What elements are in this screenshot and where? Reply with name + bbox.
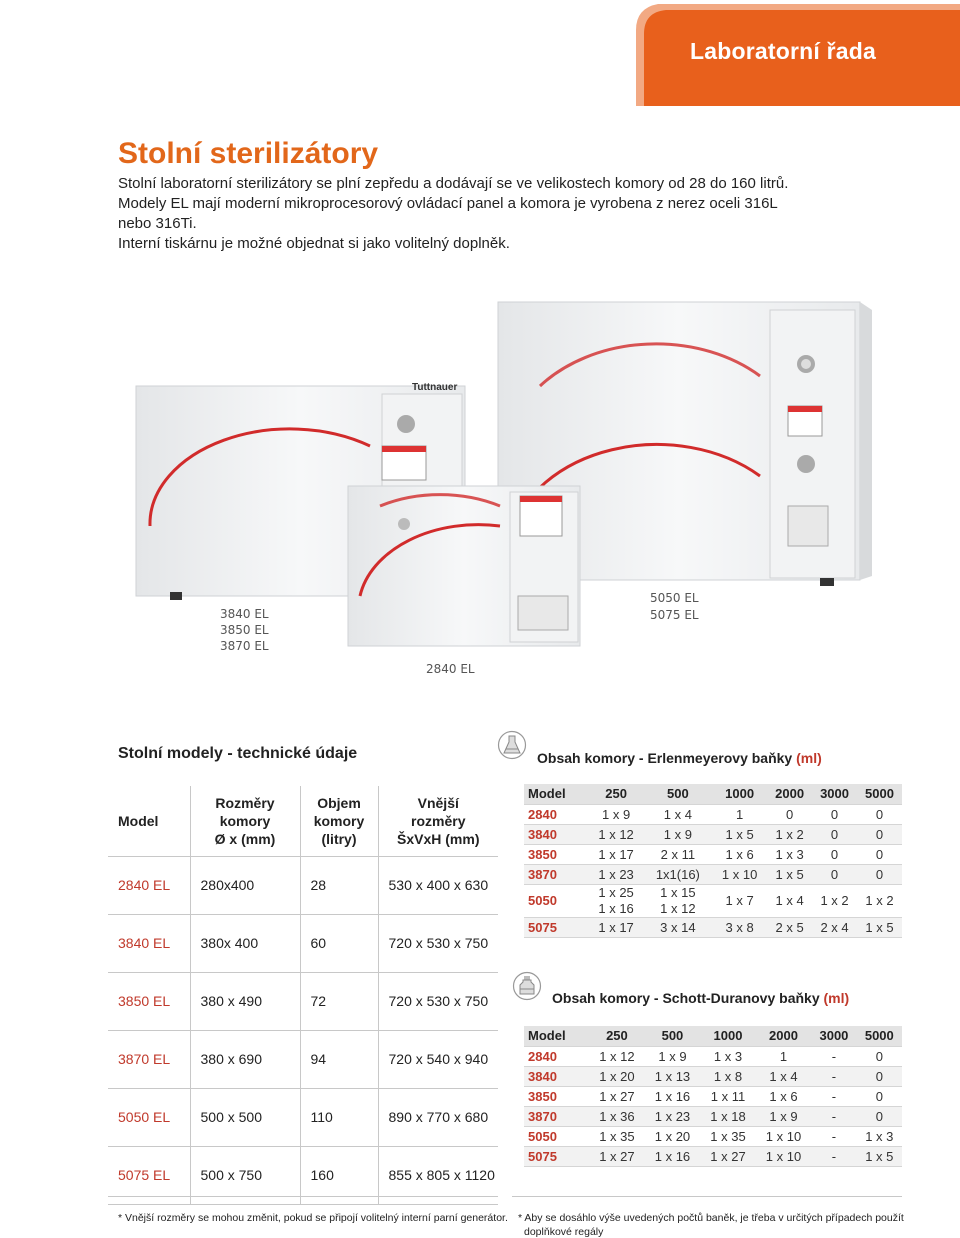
erlenmeyer-flask-icon bbox=[497, 730, 527, 760]
erlenmeyer-row bbox=[524, 844, 902, 864]
erlenmeyer-model-cell: 3870 bbox=[524, 864, 589, 884]
footnote-line: doplňkové regály bbox=[524, 1226, 604, 1238]
erlenmeyer-cell: 1 x 5 bbox=[857, 917, 902, 937]
erlenmeyer-cell-line: 1 x 16 bbox=[598, 900, 634, 916]
schott-cell: 0 bbox=[857, 1086, 902, 1106]
spec-cell: 72 bbox=[300, 972, 378, 1030]
spec-cell: 500 x 500 bbox=[190, 1088, 300, 1146]
schott-cell: 1 x 27 bbox=[589, 1146, 645, 1166]
schott-cell: 1 x 3 bbox=[700, 1046, 756, 1066]
spec-cell: 94 bbox=[300, 1030, 378, 1088]
erlenmeyer-cell-line: 1 x 15 bbox=[660, 884, 696, 900]
erlenmeyer-col-header: 3000 bbox=[812, 784, 857, 804]
schott-cell: 1 x 27 bbox=[589, 1086, 645, 1106]
spec-table bbox=[108, 786, 498, 1205]
model-label: 3850 EL bbox=[220, 623, 269, 637]
erlenmeyer-col-header: 1000 bbox=[712, 784, 767, 804]
schott-cell: 1 x 36 bbox=[589, 1106, 645, 1126]
erlenmeyer-cell: 1 x 9 bbox=[589, 804, 644, 824]
erlenmeyer-col-header: 250 bbox=[589, 784, 644, 804]
erlenmeyer-cell: 2 x 11 bbox=[644, 844, 712, 864]
schott-cell: - bbox=[811, 1086, 856, 1106]
schott-cell: 1 x 10 bbox=[756, 1126, 812, 1146]
banner-title: Laboratorní řada bbox=[690, 38, 876, 64]
spec-cell: 110 bbox=[300, 1088, 378, 1146]
erlenmeyer-col-header: 2000 bbox=[767, 784, 812, 804]
erlenmeyer-cell: 1 x 23 bbox=[589, 864, 644, 884]
spec-row bbox=[108, 914, 498, 972]
spec-model-cell: 5050 EL bbox=[108, 1088, 190, 1146]
erlenmeyer-cell bbox=[589, 884, 644, 917]
schott-cell: - bbox=[811, 1106, 856, 1126]
erlenmeyer-table bbox=[524, 784, 902, 938]
erlenmeyer-cell: 1 x 7 bbox=[712, 884, 767, 917]
erlenmeyer-cell: 0 bbox=[812, 864, 857, 884]
erlenmeyer-cell: 3 x 14 bbox=[644, 917, 712, 937]
schott-model-cell: 5075 bbox=[524, 1146, 589, 1166]
schott-cell: 1 x 16 bbox=[645, 1086, 701, 1106]
spec-row bbox=[108, 1030, 498, 1088]
schott-heading-text: Obsah komory - Schott-Duranovy baňky bbox=[552, 990, 820, 1006]
schott-cell: 0 bbox=[857, 1066, 902, 1086]
schott-model-cell: 5050 bbox=[524, 1126, 589, 1146]
model-label: 3840 EL bbox=[220, 607, 269, 621]
erlenmeyer-cell: 1 x 4 bbox=[767, 884, 812, 917]
erlenmeyer-model-cell: 2840 bbox=[524, 804, 589, 824]
schott-col-header: 1000 bbox=[700, 1026, 756, 1046]
page-title: Stolní sterilizátory bbox=[118, 137, 379, 170]
erlenmeyer-heading bbox=[537, 750, 822, 766]
schott-cell: - bbox=[811, 1046, 856, 1066]
spec-cell: 160 bbox=[300, 1146, 378, 1204]
erlenmeyer-cell: 0 bbox=[857, 844, 902, 864]
schott-cell: 1 x 12 bbox=[589, 1046, 645, 1066]
schott-cell: 1 x 11 bbox=[700, 1086, 756, 1106]
schott-col-header: 2000 bbox=[756, 1026, 812, 1046]
spec-row bbox=[108, 1088, 498, 1146]
schott-cell: 1 x 6 bbox=[756, 1086, 812, 1106]
erlenmeyer-cell: 1 x 3 bbox=[767, 844, 812, 864]
schott-unit: (ml) bbox=[823, 990, 850, 1006]
erlenmeyer-cell: 1 x 6 bbox=[712, 844, 767, 864]
erlenmeyer-header-row bbox=[524, 784, 902, 804]
intro-text bbox=[118, 174, 898, 254]
erlenmeyer-col-header: 500 bbox=[644, 784, 712, 804]
erlenmeyer-cell: 1 x 12 bbox=[589, 824, 644, 844]
schott-header-row bbox=[524, 1026, 902, 1046]
schott-col-header: Model bbox=[524, 1026, 589, 1046]
spec-header-row bbox=[108, 786, 498, 856]
model-labels-right bbox=[650, 590, 699, 624]
schott-cell: 1 bbox=[756, 1046, 812, 1066]
intro-line: Stolní laboratorní sterilizátory se plní zepředu a dodávají se ve velikostech komory od 28 do 160 litrů. bbox=[118, 175, 789, 192]
erlenmeyer-cell: 1 x 17 bbox=[589, 844, 644, 864]
spec-cell: 530 x 400 x 630 bbox=[378, 856, 498, 914]
erlenmeyer-cell: 0 bbox=[767, 804, 812, 824]
erlenmeyer-cell: 2 x 4 bbox=[812, 917, 857, 937]
schott-cell: - bbox=[811, 1126, 856, 1146]
spec-col-header: Rozměry komory Ø x (mm) bbox=[190, 786, 300, 856]
spec-cell: 720 x 530 x 750 bbox=[378, 972, 498, 1030]
erlenmeyer-cell: 0 bbox=[857, 824, 902, 844]
erlenmeyer-row bbox=[524, 804, 902, 824]
spec-model-cell: 2840 EL bbox=[108, 856, 190, 914]
intro-line: Modely EL mají moderní mikroprocesorový ovládací panel a komora je vyrobena z nerez oceli 316L bbox=[118, 195, 778, 212]
model-label: 3870 EL bbox=[220, 639, 269, 653]
schott-cell: 1 x 10 bbox=[756, 1146, 812, 1166]
schott-col-header: 3000 bbox=[811, 1026, 856, 1046]
schott-cell: 1 x 20 bbox=[589, 1066, 645, 1086]
erlenmeyer-cell: 0 bbox=[812, 804, 857, 824]
erlenmeyer-heading-text: Obsah komory - Erlenmeyerovy baňky bbox=[537, 750, 793, 766]
schott-cell: 0 bbox=[857, 1106, 902, 1126]
spec-col-header: Vnější rozměry ŠxVxH (mm) bbox=[378, 786, 498, 856]
footnote-line: * Aby se dosáhlo výše uvedených počtů baněk, je třeba v určitých případech použít bbox=[518, 1212, 904, 1224]
erlenmeyer-cell bbox=[644, 884, 712, 917]
erlenmeyer-cell: 1 x 2 bbox=[857, 884, 902, 917]
schott-model-cell: 2840 bbox=[524, 1046, 589, 1066]
schott-col-header: 500 bbox=[645, 1026, 701, 1046]
schott-cell: 1 x 9 bbox=[645, 1046, 701, 1066]
erlenmeyer-model-cell: 3840 bbox=[524, 824, 589, 844]
erlenmeyer-cell: 1 x 5 bbox=[712, 824, 767, 844]
erlenmeyer-cell: 0 bbox=[857, 864, 902, 884]
schott-heading bbox=[552, 990, 849, 1006]
erlenmeyer-cell-line: 1 x 25 bbox=[598, 884, 634, 900]
schott-row bbox=[524, 1086, 902, 1106]
small-sterilizer bbox=[348, 486, 580, 646]
spec-cell: 720 x 530 x 750 bbox=[378, 914, 498, 972]
spec-cell: 280x400 bbox=[190, 856, 300, 914]
spec-cell: 380x 400 bbox=[190, 914, 300, 972]
schott-model-cell: 3850 bbox=[524, 1086, 589, 1106]
erlenmeyer-cell: 3 x 8 bbox=[712, 917, 767, 937]
schott-cell: 1 x 16 bbox=[645, 1146, 701, 1166]
model-labels-left bbox=[220, 606, 269, 654]
schott-cell: 1 x 23 bbox=[645, 1106, 701, 1126]
schott-row bbox=[524, 1066, 902, 1086]
schott-cell: 1 x 5 bbox=[857, 1146, 902, 1166]
erlenmeyer-cell: 1 x 10 bbox=[712, 864, 767, 884]
schott-cell: - bbox=[811, 1066, 856, 1086]
schott-cell: 1 x 4 bbox=[756, 1066, 812, 1086]
erlenmeyer-cell: 1 x 2 bbox=[812, 884, 857, 917]
schott-cell: 1 x 18 bbox=[700, 1106, 756, 1126]
spec-model-cell: 3840 EL bbox=[108, 914, 190, 972]
erlenmeyer-row bbox=[524, 884, 902, 917]
erlenmeyer-cell: 1x1(16) bbox=[644, 864, 712, 884]
erlenmeyer-unit: (ml) bbox=[796, 750, 822, 766]
schott-cell: 1 x 8 bbox=[700, 1066, 756, 1086]
erlenmeyer-cell: 1 x 2 bbox=[767, 824, 812, 844]
schott-cell: 1 x 35 bbox=[700, 1126, 756, 1146]
schott-model-cell: 3870 bbox=[524, 1106, 589, 1126]
schott-cell: 1 x 3 bbox=[857, 1126, 902, 1146]
erlenmeyer-cell: 0 bbox=[812, 824, 857, 844]
erlenmeyer-cell: 1 x 9 bbox=[644, 824, 712, 844]
intro-line: Interní tiskárnu je možné objednat si jako volitelný doplněk. bbox=[118, 235, 510, 252]
schott-cell: 1 x 35 bbox=[589, 1126, 645, 1146]
spec-col-header: Objem komory (litry) bbox=[300, 786, 378, 856]
spec-model-cell: 3850 EL bbox=[108, 972, 190, 1030]
spec-cell: 890 x 770 x 680 bbox=[378, 1088, 498, 1146]
schott-cell: 1 x 27 bbox=[700, 1146, 756, 1166]
spec-heading: Stolní modely - technické údaje bbox=[118, 745, 358, 762]
spec-cell: 380 x 490 bbox=[190, 972, 300, 1030]
spec-cell: 60 bbox=[300, 914, 378, 972]
erlenmeyer-model-cell: 5050 bbox=[524, 884, 589, 917]
erlenmeyer-cell-line: 1 x 12 bbox=[660, 900, 696, 916]
schott-footnote bbox=[518, 1211, 904, 1238]
schott-col-header: 5000 bbox=[857, 1026, 902, 1046]
spec-row bbox=[108, 972, 498, 1030]
erlenmeyer-cell: 1 x 17 bbox=[589, 917, 644, 937]
erlenmeyer-cell: 0 bbox=[857, 804, 902, 824]
erlenmeyer-row bbox=[524, 917, 902, 937]
spec-model-cell: 5075 EL bbox=[108, 1146, 190, 1204]
schott-row bbox=[524, 1046, 902, 1066]
schott-row bbox=[524, 1146, 902, 1166]
model-label-center: 2840 EL bbox=[426, 662, 475, 676]
schott-model-cell: 3840 bbox=[524, 1066, 589, 1086]
schott-col-header: 250 bbox=[589, 1026, 645, 1046]
spec-cell: 720 x 540 x 940 bbox=[378, 1030, 498, 1088]
spec-row bbox=[108, 856, 498, 914]
erlenmeyer-col-header: 5000 bbox=[857, 784, 902, 804]
divider bbox=[108, 1196, 498, 1197]
erlenmeyer-cell: 0 bbox=[812, 844, 857, 864]
divider bbox=[512, 1196, 902, 1197]
model-label: 5050 EL bbox=[650, 591, 699, 605]
schott-cell: 1 x 9 bbox=[756, 1106, 812, 1126]
erlenmeyer-model-cell: 5075 bbox=[524, 917, 589, 937]
schott-bottle-icon bbox=[512, 971, 542, 1001]
spec-cell: 855 x 805 x 1120 bbox=[378, 1146, 498, 1204]
schott-cell: 0 bbox=[857, 1046, 902, 1066]
spec-footnote: * Vnější rozměry se mohou změnit, pokud se připojí volitelný interní parní generátor. bbox=[118, 1212, 508, 1224]
schott-table bbox=[524, 1026, 902, 1167]
schott-cell: 1 x 13 bbox=[645, 1066, 701, 1086]
erlenmeyer-row bbox=[524, 864, 902, 884]
erlenmeyer-col-header: Model bbox=[524, 784, 589, 804]
model-label: 5075 EL bbox=[650, 608, 699, 622]
erlenmeyer-cell: 1 bbox=[712, 804, 767, 824]
erlenmeyer-row bbox=[524, 824, 902, 844]
erlenmeyer-cell: 1 x 4 bbox=[644, 804, 712, 824]
erlenmeyer-model-cell: 3850 bbox=[524, 844, 589, 864]
schott-cell: 1 x 20 bbox=[645, 1126, 701, 1146]
brand-label: Tuttnauer bbox=[412, 382, 458, 393]
schott-cell: - bbox=[811, 1146, 856, 1166]
spec-cell: 380 x 690 bbox=[190, 1030, 300, 1088]
spec-col-header: Model bbox=[108, 786, 190, 856]
spec-cell: 28 bbox=[300, 856, 378, 914]
intro-line: nebo 316Ti. bbox=[118, 215, 197, 232]
spec-cell: 500 x 750 bbox=[190, 1146, 300, 1204]
spec-model-cell: 3870 EL bbox=[108, 1030, 190, 1088]
schott-row bbox=[524, 1106, 902, 1126]
schott-row bbox=[524, 1126, 902, 1146]
erlenmeyer-cell: 1 x 5 bbox=[767, 864, 812, 884]
erlenmeyer-cell: 2 x 5 bbox=[767, 917, 812, 937]
